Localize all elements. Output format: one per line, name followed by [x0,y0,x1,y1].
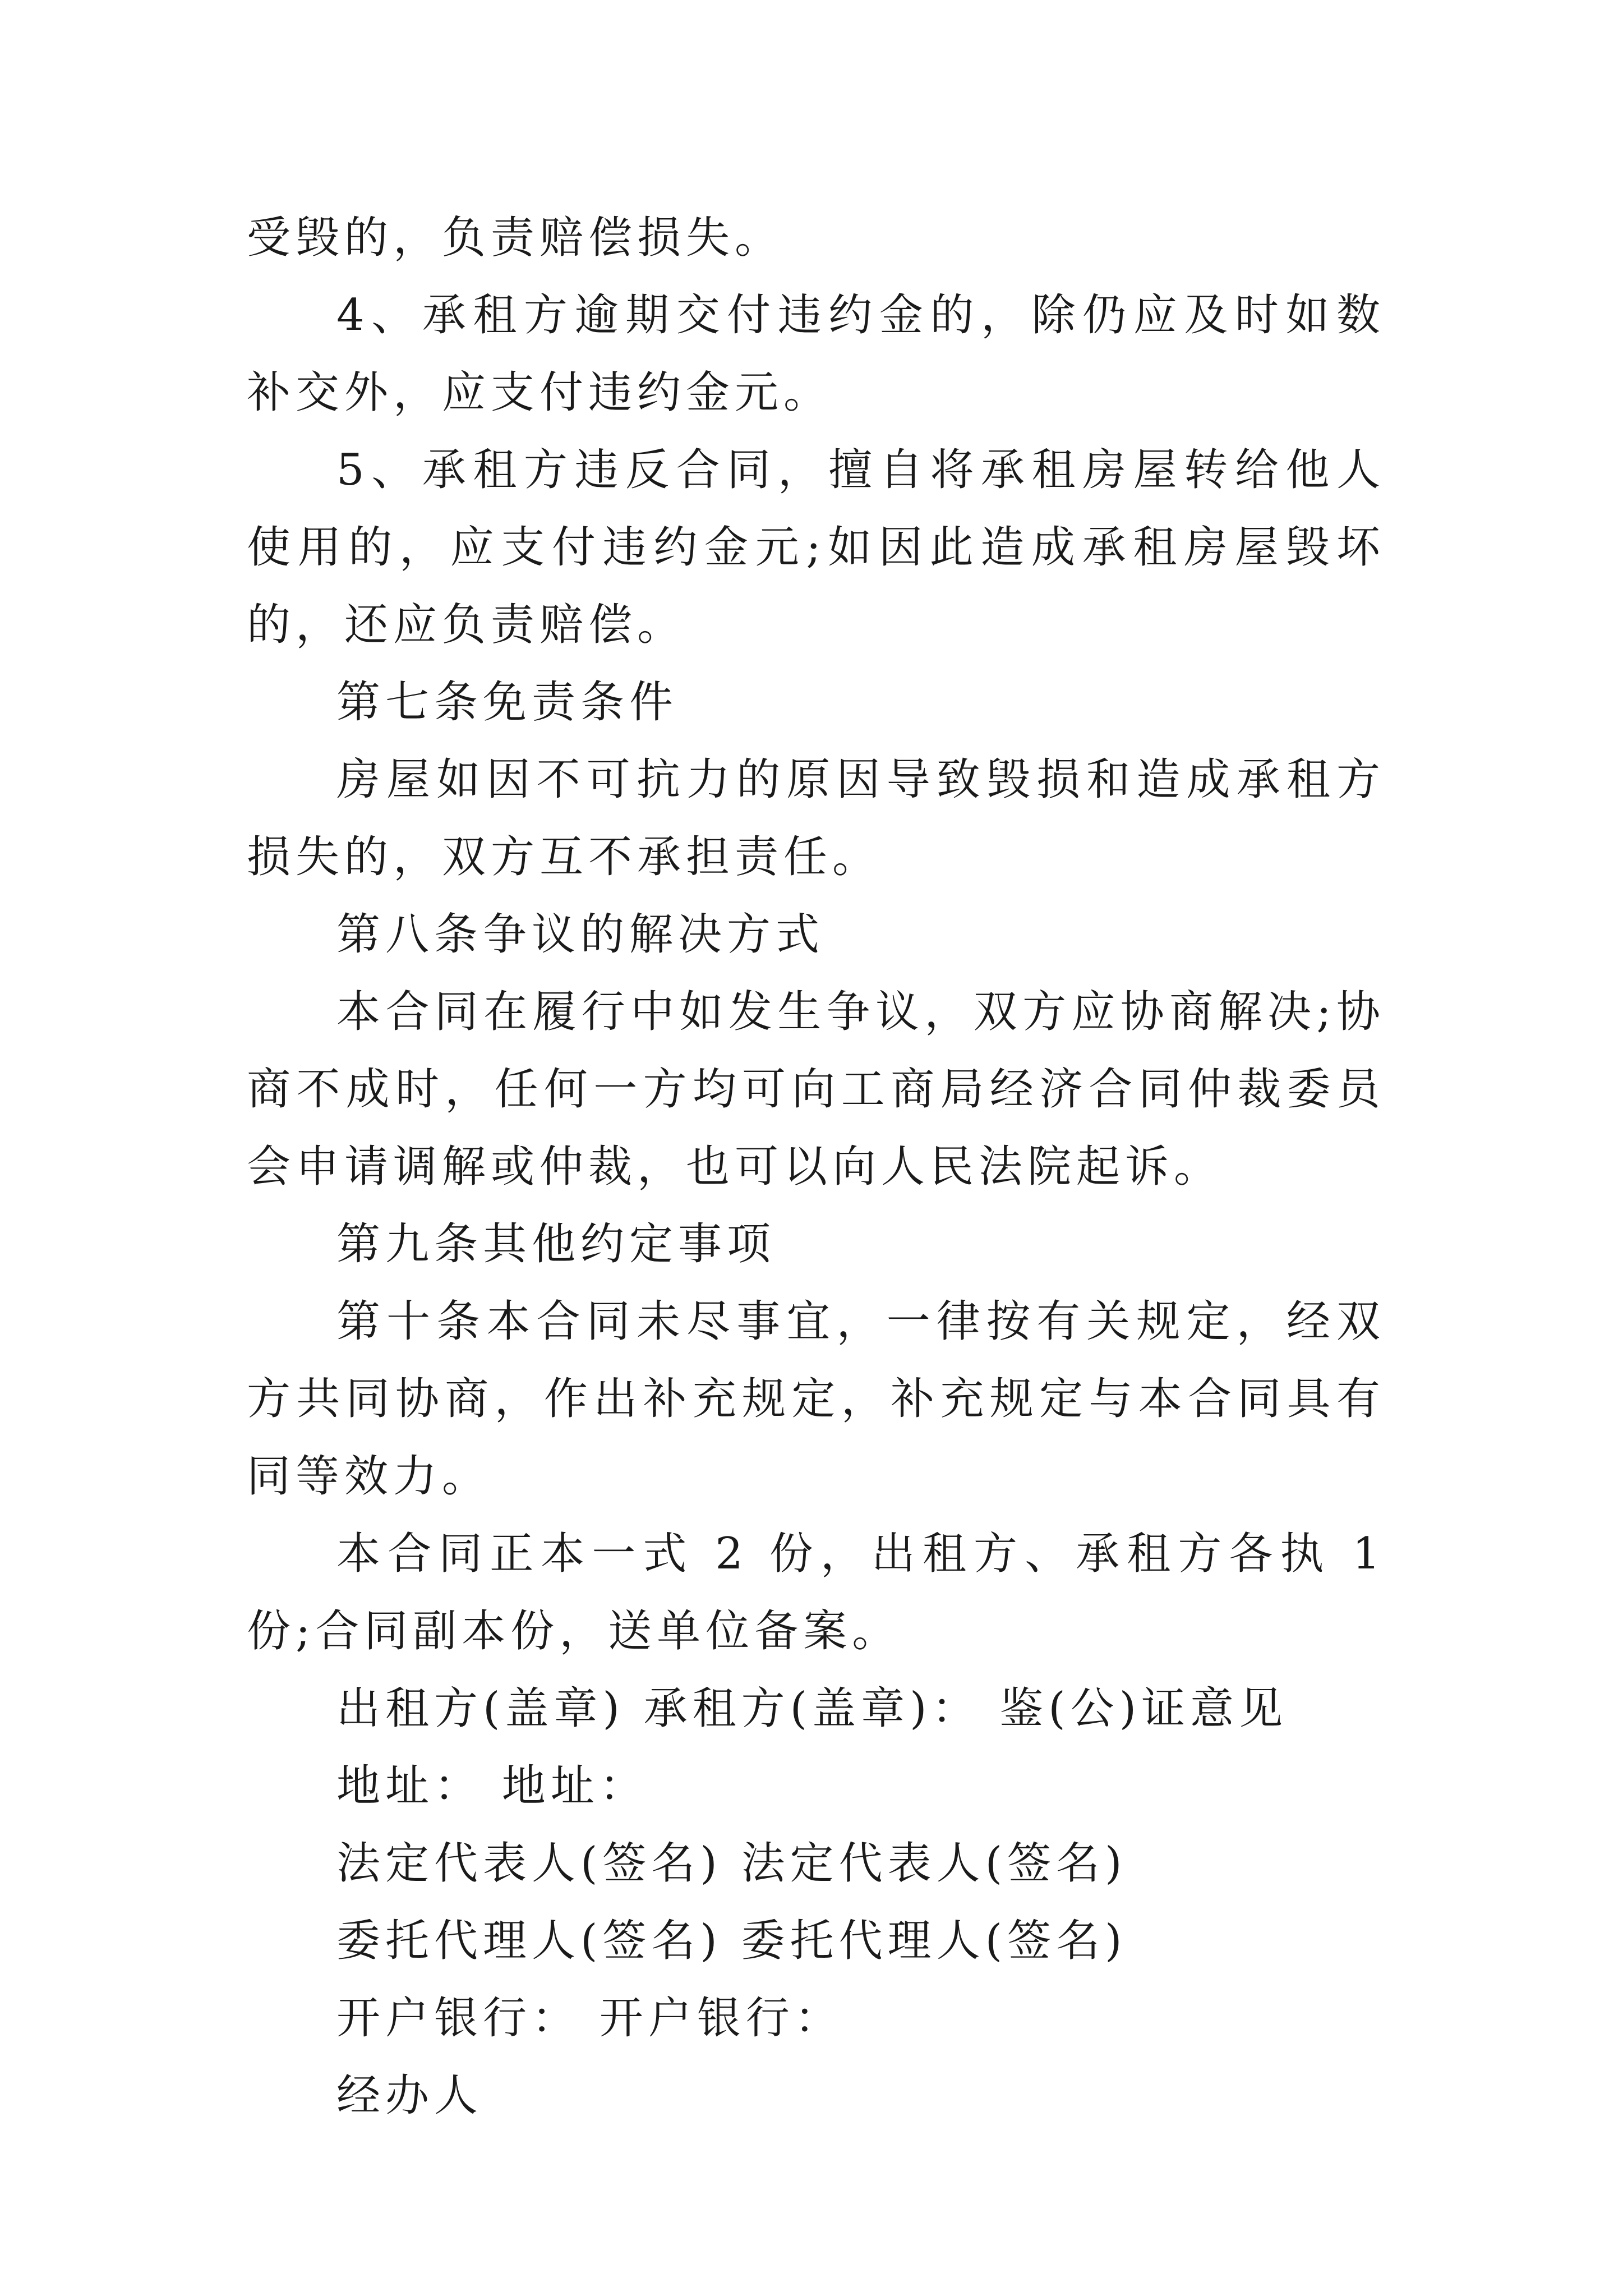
signature-line-parties: 出租方(盖章) 承租方(盖章)： 鉴(公)证意见 [336,1683,1288,1734]
signature-line-legal-rep: 法定代表人(签名) 法定代表人(签名) [336,1838,1127,1889]
paragraph-late-penalty: 4、承租方逾期交付违约金的，除仍应及时如数补交外，应支付违约金元。 [247,290,1385,418]
section-heading-article-8: 第八条争议的解决方式 [336,909,825,960]
paragraph-damage-compensation: 受毁的，负责赔偿损失。 [247,213,784,263]
signature-line-handler: 经办人 [336,2070,483,2121]
signature-line-agent: 委托代理人(签名) 委托代理人(签名) [336,1916,1127,1966]
signature-line-address: 地址： 地址： [336,1761,648,1811]
paragraph-force-majeure: 房屋如因不可抗力的原因导致毁损和造成承租方损失的，双方互不承担责任。 [247,754,1385,882]
paragraph-sublease-penalty: 5、承租方违反合同，擅自将承租房屋转给他人使用的，应支付违约金元;如因此造成承租房屋毁坏的，还应负责赔偿。 [247,445,1385,650]
paragraph-dispute-resolution: 本合同在履行中如发生争议，双方应协商解决;协商不成时，任何一方均可向工商局经济合同仲裁委员会申请调解或仲裁，也可以向人民法院起诉。 [247,987,1385,1192]
paragraph-article-10: 第十条本合同未尽事宜，一律按有关规定，经双方共同协商，作出补充规定，补充规定与本合同具有同等效力。 [247,1296,1385,1502]
paragraph-copies: 本合同正本一式 2 份，出租方、承租方各执 1 份;合同副本份，送单位备案。 [247,1529,1385,1657]
signature-line-bank: 开户银行： 开户银行： [336,1993,843,2044]
document-body [247,199,1385,2134]
section-heading-article-7: 第七条免责条件 [336,677,679,728]
section-heading-article-9: 第九条其他约定事项 [336,1219,776,1269]
